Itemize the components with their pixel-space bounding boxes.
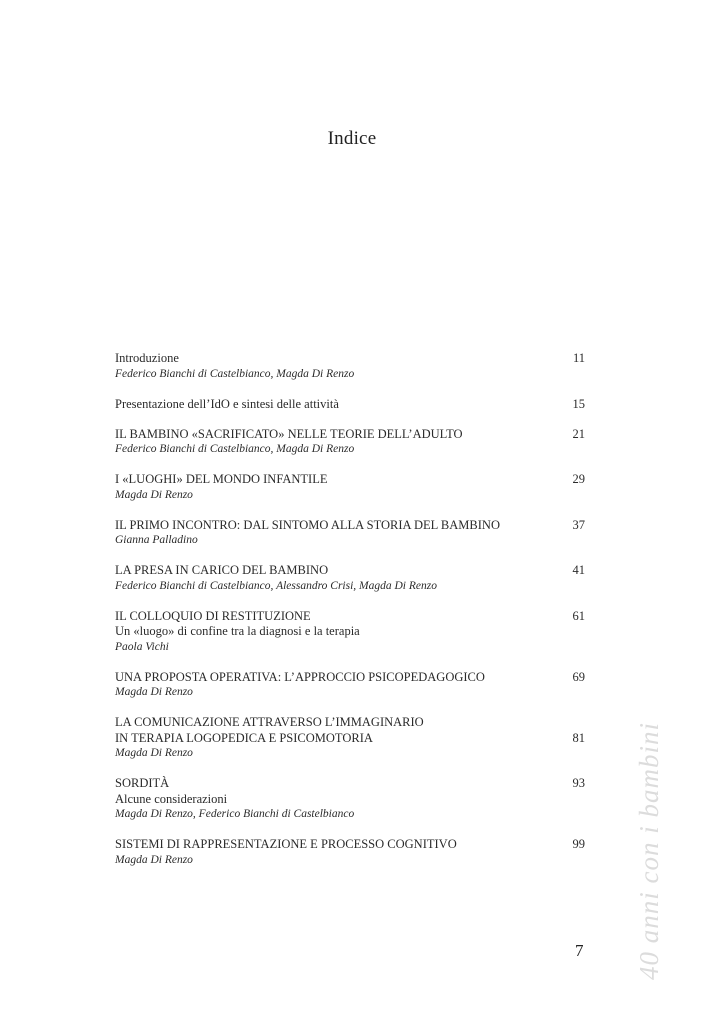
toc-entry-author: Magda Di Renzo	[115, 853, 193, 866]
toc-entry-title: IL COLLOQUIO DI RESTITUZIONE	[115, 608, 311, 623]
toc-entry-page-number: 21	[572, 426, 585, 441]
toc-entry-author: Magda Di Renzo, Federico Bianchi di Castelbianco	[115, 808, 355, 820]
toc-entry-page-number: 69	[572, 669, 585, 684]
toc-entry-text	[115, 670, 545, 701]
toc-entry	[115, 472, 585, 503]
toc-entry-author: Magda Di Renzo	[115, 488, 193, 501]
toc-entry-page-number: 99	[572, 837, 585, 851]
toc-entry-title: SORDITÀ	[115, 776, 170, 790]
toc-entry-title: Introduzione	[115, 351, 179, 365]
toc-entry-page-number: 29	[572, 472, 585, 486]
toc-entry-text	[115, 715, 545, 762]
toc-entry-page-number: 81	[572, 730, 585, 745]
toc-entry-text	[115, 837, 545, 868]
toc-entry-title: IN TERAPIA LOGOPEDICA E PSICOMOTORIA	[115, 730, 373, 745]
toc-entry	[115, 670, 585, 701]
toc-entry	[115, 715, 585, 762]
toc-entry	[115, 518, 585, 549]
toc-entry-author: Federico Bianchi di Castelbianco, Alessandro Crisi, Magda Di Renzo	[115, 579, 437, 592]
toc-entry	[115, 397, 585, 413]
toc-entry	[115, 837, 585, 868]
toc-entry-text	[115, 397, 545, 413]
toc-entry-text	[115, 351, 545, 382]
toc-entry-title: IL BAMBINO «SACRIFICATO» NELLE TEORIE DELL’ADULTO	[115, 426, 463, 441]
toc-entry-page-number: 61	[572, 608, 585, 623]
toc-entry-title: SISTEMI DI RAPPRESENTAZIONE E PROCESSO COGNITIVO	[115, 837, 457, 851]
toc-entry-text	[115, 609, 545, 656]
toc-entry-page-number: 41	[572, 563, 585, 577]
toc-entry-text	[115, 776, 545, 823]
toc-entry	[115, 563, 585, 594]
toc-entry-title: Presentazione dell’IdO e sintesi delle attività	[115, 396, 339, 411]
toc-entry-title: LA COMUNICAZIONE ATTRAVERSO L’IMMAGINARIO	[115, 715, 424, 729]
toc-entry-subtitle: Un «luogo» di confine tra la diagnosi e la terapia	[115, 624, 360, 638]
page-title: Indice	[327, 128, 377, 149]
toc-entry-text	[115, 518, 545, 549]
toc-entry-page-number: 11	[572, 351, 585, 365]
toc-entry-page-number: 37	[572, 517, 585, 532]
toc-entry	[115, 351, 585, 382]
toc-entry	[115, 776, 585, 823]
toc-entry-text	[115, 563, 545, 594]
toc-entry-title: LA PRESA IN CARICO DEL BAMBINO	[115, 563, 329, 577]
toc-entry-author: Gianna Palladino	[115, 534, 198, 546]
toc-entry	[115, 427, 585, 458]
toc-entry	[115, 609, 585, 656]
spine-watermark-text: 40 anni con i bambini	[634, 722, 664, 980]
page-number: 7	[575, 941, 584, 960]
toc-entry-author: Magda Di Renzo	[115, 747, 193, 759]
table-of-contents	[115, 351, 585, 883]
toc-entry-title: UNA PROPOSTA OPERATIVA: L’APPROCCIO PSICOPEDAGOGICO	[115, 669, 485, 684]
toc-entry-title: IL PRIMO INCONTRO: DAL SINTOMO ALLA STORIA DEL BAMBINO	[115, 517, 500, 532]
toc-entry-text	[115, 427, 545, 458]
toc-entry-title: I «LUOGHI» DEL MONDO INFANTILE	[115, 472, 328, 486]
toc-entry-author: Paola Vichi	[115, 640, 169, 653]
toc-entry-author: Federico Bianchi di Castelbianco, Magda Di Renzo	[115, 443, 355, 455]
toc-entry-page-number: 15	[572, 396, 585, 411]
toc-entry-subtitle: Alcune considerazioni	[115, 791, 228, 806]
toc-entry-author: Federico Bianchi di Castelbianco, Magda Di Renzo	[115, 367, 355, 380]
toc-entry-author: Magda Di Renzo	[115, 686, 193, 698]
toc-entry-text	[115, 472, 545, 503]
toc-entry-page-number: 93	[572, 776, 585, 790]
